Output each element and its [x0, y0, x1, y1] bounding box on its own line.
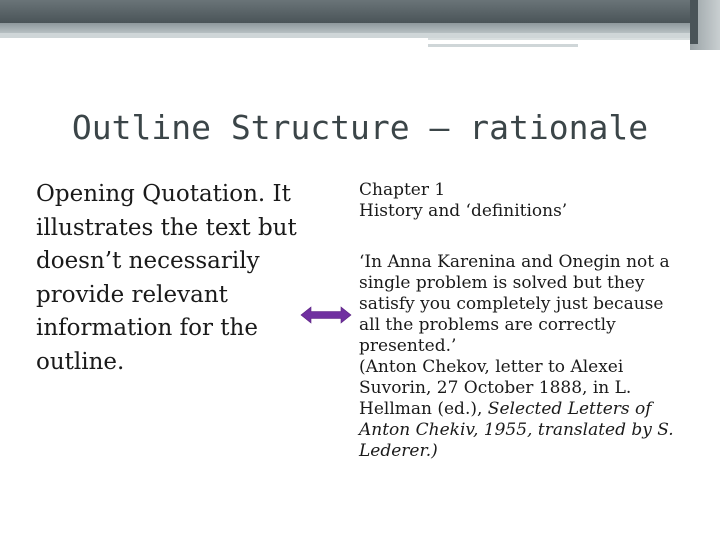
left-body-text: Opening Quotation. It illustrates the text but doesn’t necessarily provide relevant information for the outline. [36, 181, 297, 375]
header-band-dark [0, 0, 690, 23]
header-band-end-dark [690, 0, 698, 44]
header-accent-line [428, 38, 690, 40]
quotation-text: ‘In Anna Karenina and Onegin not a single problem is solved but they satisfy you completely just because all the problems are correctly presented.’ [359, 252, 670, 356]
header-accent-line-short [428, 44, 578, 47]
header-band-mid [0, 23, 690, 33]
header-decoration [0, 0, 720, 50]
chapter-heading: Chapter 1 [359, 180, 446, 200]
citation-text: (Anton Chekov, letter to Alexei Suvorin, 27 October 1888, in L. Hellman (ed.), [359, 357, 632, 419]
chapter-subtitle: History and ‘definitions’ [359, 201, 568, 221]
right-body-text [359, 180, 689, 462]
citation-italic-text: Selected Letters of Anton Chekiv, 1955, translated by S. Lederer.) [359, 399, 674, 461]
slide-title: Outline Structure – rationale [71, 108, 649, 147]
double-arrow-icon [300, 305, 352, 325]
